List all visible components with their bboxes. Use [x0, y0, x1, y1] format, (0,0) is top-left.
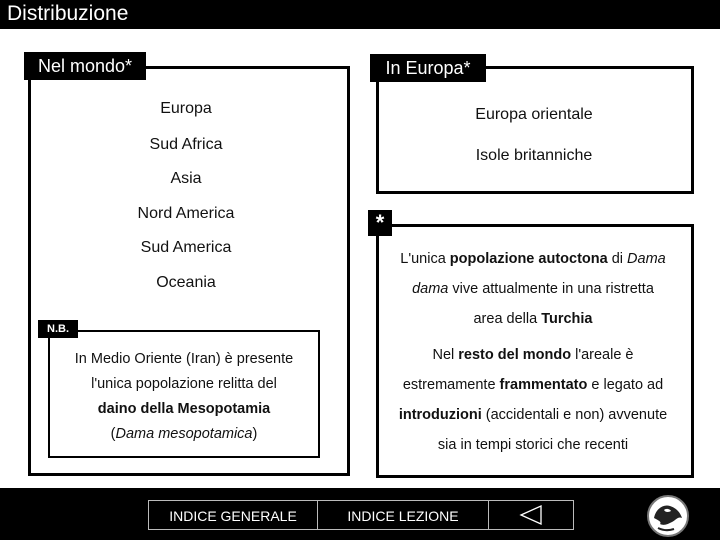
note-text-span: vive attualmente in una ristretta	[448, 281, 654, 297]
index-general-label: INDICE GENERALE	[169, 508, 297, 524]
nb-tab-label: N.B.	[47, 323, 69, 335]
note-bold-span: Turchia	[541, 311, 593, 327]
world-item-europa: Europa	[160, 100, 212, 117]
note-text-span: e legato ad	[587, 377, 664, 393]
nb-text	[58, 347, 310, 447]
triangle-left-icon	[489, 501, 573, 529]
note-text-span: di	[607, 251, 628, 267]
note-bold-span: frammentato	[499, 377, 588, 393]
note-text-span: Nel	[432, 347, 459, 363]
footnote-star-label: *	[375, 210, 385, 235]
nb-line-3	[58, 397, 310, 422]
note-text-span: l'areale è	[571, 347, 634, 363]
world-item-sud-africa: Sud Africa	[149, 136, 223, 153]
footnote-star	[368, 210, 392, 236]
note-line-2	[380, 274, 686, 304]
note-text-span: estremamente	[402, 377, 500, 393]
note-line-1	[380, 244, 686, 274]
note-italic-span: dama	[412, 281, 449, 297]
index-lesson-button[interactable]	[317, 500, 489, 530]
note-italic-span: Dama	[627, 251, 666, 267]
europe-tab	[370, 54, 486, 82]
note-line-4	[380, 340, 686, 370]
world-item-oceania: Oceania	[156, 274, 216, 291]
europe-tab-label: In Europa*	[385, 58, 471, 78]
nb-tab	[38, 320, 78, 338]
world-item-asia: Asia	[170, 170, 202, 187]
nb-species: daino della Mesopotamia	[97, 401, 271, 417]
note-line-3	[380, 304, 686, 334]
world-item-nord-america: Nord America	[137, 205, 235, 222]
globe-logo-icon[interactable]	[646, 494, 690, 538]
note-line-5	[380, 370, 686, 400]
nb-paren-open: (	[110, 426, 116, 442]
europe-item-orientale: Europa orientale	[475, 106, 593, 123]
page-title: Distribuzione	[7, 2, 129, 25]
nb-paren-close: )	[252, 426, 258, 442]
note-bold-span: introduzioni	[398, 407, 482, 423]
index-lesson-label: INDICE LEZIONE	[347, 508, 459, 524]
note-text	[380, 244, 686, 460]
nb-line-4	[58, 422, 310, 447]
note-bold-span: popolazione autoctona	[449, 251, 608, 267]
nb-scientific-name: Dama mesopotamica	[115, 426, 253, 442]
nb-line-1: In Medio Oriente (Iran) è presente	[74, 351, 294, 367]
europe-panel	[376, 66, 694, 194]
world-item-sud-america: Sud America	[140, 239, 232, 256]
nb-line-2: l'unica popolazione relitta del	[91, 376, 277, 392]
world-tab-label: Nel mondo*	[37, 56, 133, 76]
back-button[interactable]	[488, 500, 574, 530]
note-text-span: area della	[473, 311, 542, 327]
note-line-7: sia in tempi storici che recenti	[437, 437, 629, 453]
note-bold-span: resto del mondo	[458, 347, 572, 363]
europe-item-britanniche: Isole britanniche	[475, 147, 593, 164]
world-tab	[24, 52, 146, 80]
note-text-span: L'unica	[400, 251, 450, 267]
note-line-6	[380, 400, 686, 430]
title-bar	[0, 0, 720, 29]
index-general-button[interactable]	[148, 500, 318, 530]
note-text-span: (accidentali e non) avvenute	[481, 407, 668, 423]
